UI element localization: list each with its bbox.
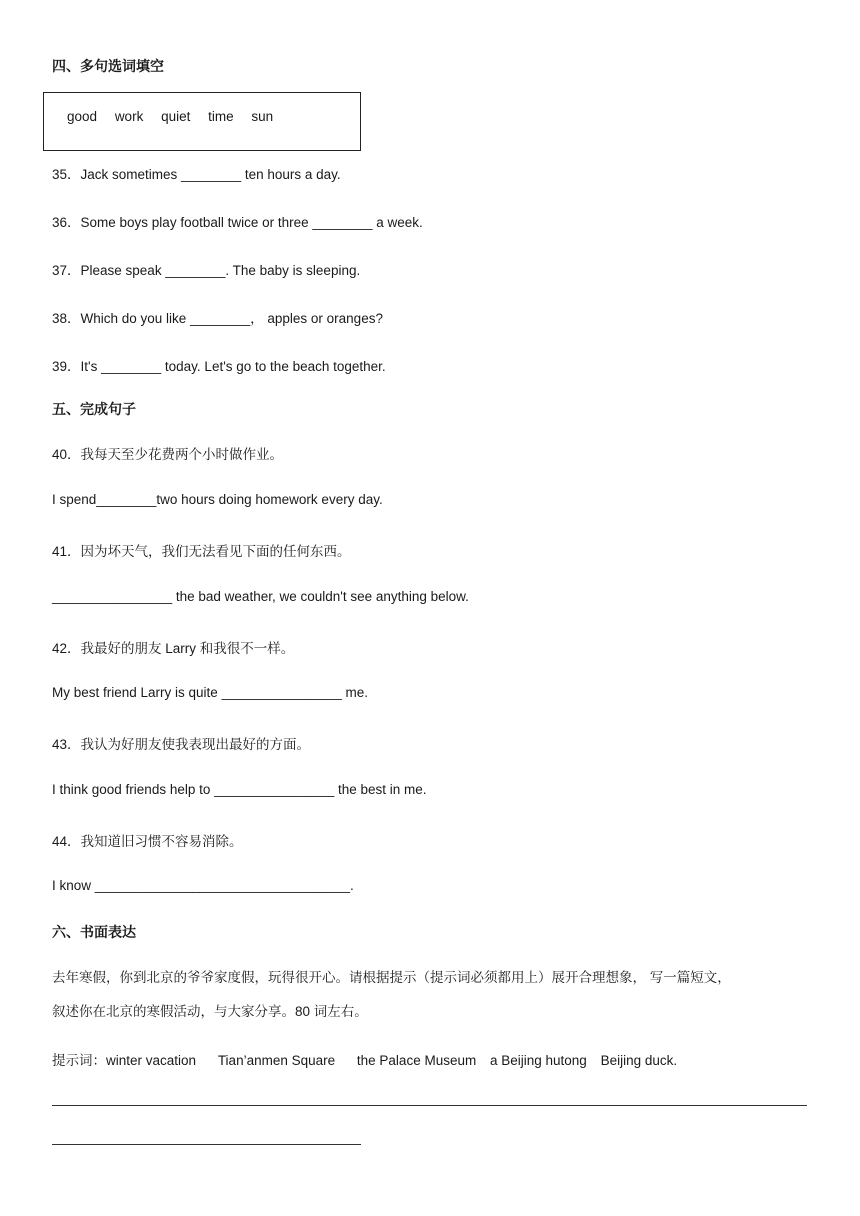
hint-word: the Palace Museum	[356, 1053, 477, 1068]
hint-word: Tian’anmen Square	[217, 1053, 336, 1068]
question-44-cn: 44．我知道旧习惯不容易消除。	[52, 834, 243, 849]
word-bank-item: work	[114, 109, 144, 124]
question-43-cn: 43．我认为好朋友使我表现出最好的方面。	[52, 737, 311, 752]
question-41-en: ________________ the bad weather, we couldn't see anything below.	[52, 589, 469, 604]
question-36: 36．Some boys play football twice or three ________ a week.	[52, 215, 423, 230]
section-6-title: 六、书面表达	[52, 924, 136, 940]
writing-prompt-line-1: 去年寒假，你到北京的爷爷家度假，玩得很开心。请根据提示（提示词必须都用上）展开合理想象， 写一篇短文，	[52, 970, 731, 985]
question-35: 35．Jack sometimes ________ ten hours a day.	[52, 167, 341, 182]
section-5-title: 五、完成句子	[52, 401, 136, 417]
hint-words	[52, 1049, 677, 1069]
hint-word: winter vacation	[106, 1053, 197, 1068]
question-40-en: I spend________two hours doing homework every day.	[52, 492, 383, 507]
hint-word: a Beijing hutong	[489, 1053, 587, 1068]
section-4-title: 四、多句选词填空	[52, 58, 164, 74]
question-39: 39．It's ________ today. Let's go to the beach together.	[52, 359, 386, 374]
word-bank-item: quiet	[161, 109, 191, 124]
word-bank-item: sun	[251, 109, 274, 124]
question-38: 38．Which do you like ________， apples or oranges?	[52, 311, 383, 326]
question-40-cn: 40．我每天至少花费两个小时做作业。	[52, 447, 284, 462]
answer-line-2	[52, 1144, 361, 1145]
answer-line-1	[52, 1105, 807, 1106]
word-bank-box	[43, 92, 361, 151]
word-bank-item: good	[67, 109, 98, 124]
question-42-en: My best friend Larry is quite ________________ me.	[52, 685, 368, 700]
word-bank-item: time	[208, 109, 234, 124]
question-43-en: I think good friends help to ________________ the best in me.	[52, 782, 427, 797]
question-41-cn: 41．因为坏天气，我们无法看见下面的任何东西。	[52, 544, 351, 559]
hint-word: Beijing duck.	[600, 1053, 678, 1068]
question-37: 37．Please speak ________. The baby is sleeping.	[52, 263, 361, 278]
writing-prompt-line-2: 叙述你在北京的寒假活动，与大家分享。80 词左右。	[52, 1004, 368, 1019]
question-42-cn: 42．我最好的朋友 Larry 和我很不一样。	[52, 641, 295, 656]
word-bank	[67, 109, 287, 124]
question-44-en: I know __________________________________.	[52, 878, 354, 893]
hint-label: 提示词：	[52, 1053, 106, 1068]
